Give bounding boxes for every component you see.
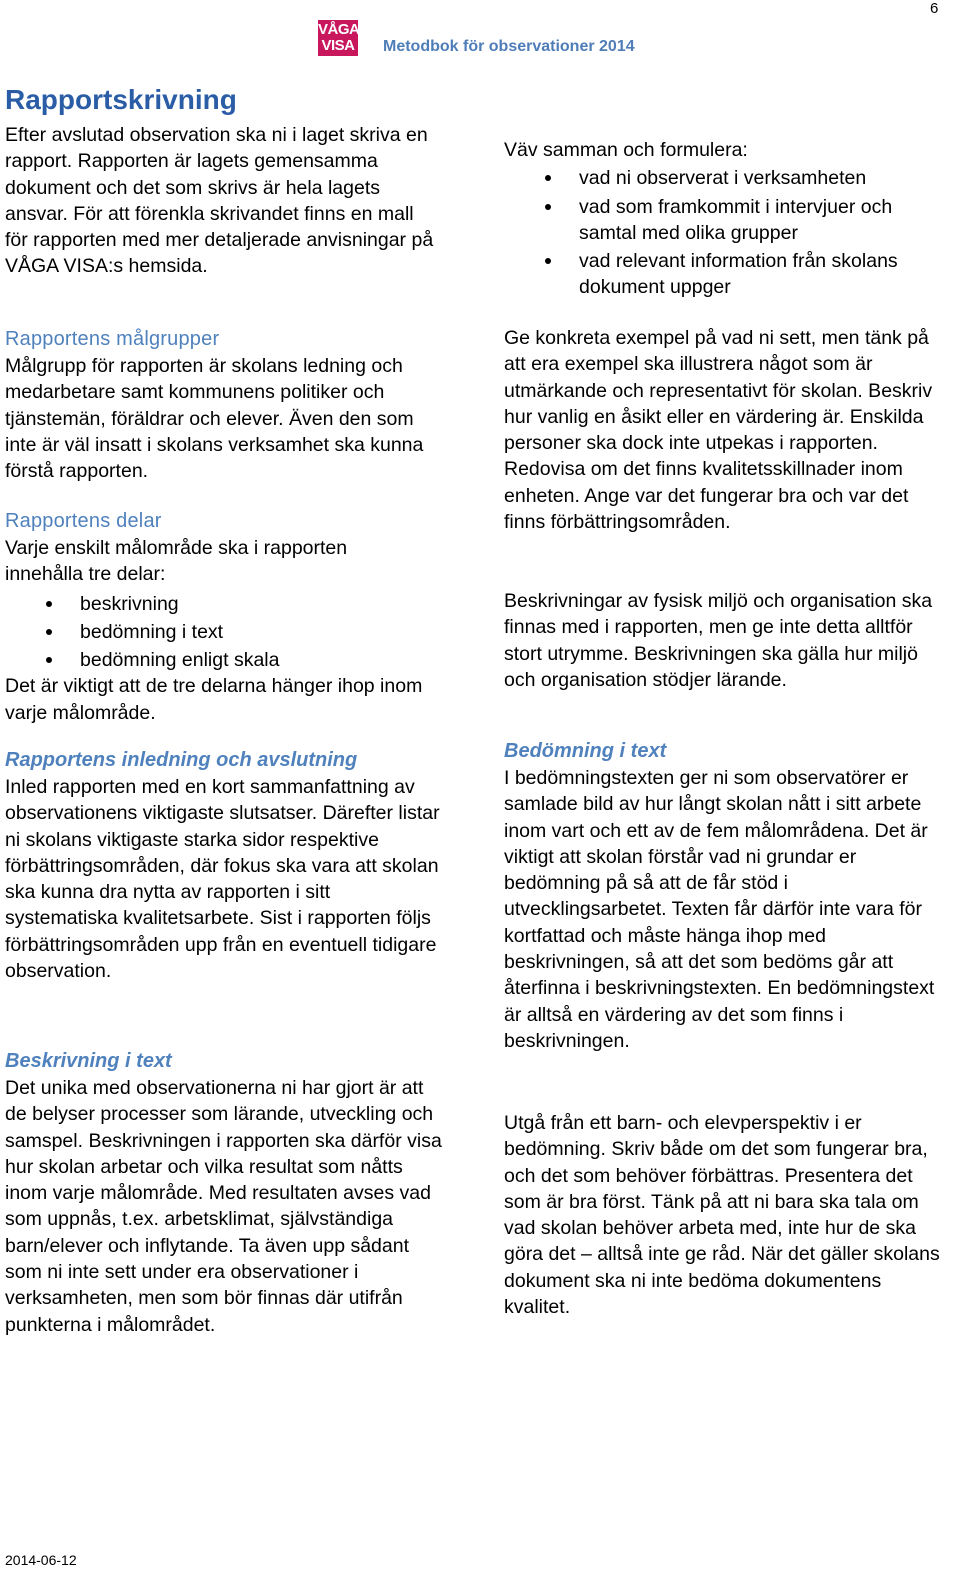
paragraph-beskrivning: Det unika med observationerna ni har gjort är att de belyser processer som lärande, utveckling och samspel. Beskrivningen i rapporten ska därför visa hur skolan arbetar och vilka resultat som nåtts inom varje målområde. Med resultaten avses vad som uppnås, t.ex. arbetsklimat, självständiga barn/elever och inflytande. Ta även upp sådant som ni inte sett under era observationer i verksamheten, men som bör finnas där utifrån punkterna i målområdet. <box>5 1077 442 1336</box>
list-item: vad som framkommit i intervjuer och samtal med olika grupper <box>504 194 909 247</box>
paragraph-delar-intro: Varje enskilt målområde ska i rapporten innehålla tre delar: <box>5 537 348 586</box>
page-title: Rapportskrivning <box>5 84 237 115</box>
paragraph-exempel: Ge konkreta exempel på vad ni sett, men tänk på att era exempel ska illustrera något som är utmärkande och representativt för skolan. Beskriv hur vanlig en åsikt eller en värdering är. Enskilda personer ska dock inte utpekas i rapporten. Redovisa om det finns kvalitetsskillnader inom enheten. Ange var det fungerar bra och var det finns förbättringsområden. <box>504 327 933 534</box>
paragraph-bedomning-2: Utgå från ett barn- och elevperspektiv i er bedömning. Skriv både om det som fungerar bra, och det som behöver förbättras. Presentera det som är bra först. Tänk på att ni bara ska tala om vad skolan behöver arbeta med, inte hur de ska göra det – alltså inte ge råd. När det gäller skolans dokument ska ni inte bedöma dokumentens kvalitet. <box>504 1112 940 1319</box>
paragraph-vav-intro: Väv samman och formulera: <box>504 139 748 161</box>
heading-malgrupper: Rapportens målgrupper <box>5 328 220 350</box>
paragraph-miljo: Beskrivningar av fysisk miljö och organisation ska finnas med i rapporten, men ge inte detta alltför stort utrymme. Beskrivningen ska gälla hur miljö och organisation stödjer lärande. <box>504 590 933 691</box>
intro-paragraph: Efter avslutad observation ska ni i laget skriva en rapport. Rapporten är lagets gemensamma dokument och det som skrivs är hela lagets ansvar. För att förenkla skrivandet finns en mall för rapporten med mer detaljerade anvisningar på VÅGA VISA:s hemsida. <box>5 124 434 278</box>
heading-beskrivning: Beskrivning i text <box>5 1050 172 1072</box>
list-item: vad ni observerat i verksamheten <box>504 165 944 191</box>
section-delar <box>5 508 445 726</box>
section-exempel <box>504 325 944 535</box>
list-delar <box>5 591 445 674</box>
section-bedomning <box>504 738 944 1054</box>
heading-bedomning: Bedömning i text <box>504 740 667 762</box>
footer-date: 2014-06-12 <box>5 1552 77 1568</box>
paragraph-malgrupper: Målgrupp för rapporten är skolans ledning och medarbetare samt kommunens politiker och tjänstemän, föräldrar och elever. Även den som inte är väl insatt i skolans verksamhet ska kunna förstå rapporten. <box>5 355 424 483</box>
section-miljo <box>504 588 944 693</box>
list-item: bedömning enligt skala <box>5 647 445 673</box>
section-beskrivning <box>5 1048 445 1338</box>
header-title: Metodbok för observationer 2014 <box>383 38 635 55</box>
section-inledning <box>5 747 445 984</box>
section-malgrupper <box>5 326 445 484</box>
paragraph-inledning: Inled rapporten med en kort sammanfattning av observationens viktigaste slutsatser. Därefter listar ni skolans viktigaste starka sidor respektive förbättringsområden, där fokus ska vara att skolan ska kunna dra nytta av rapporten i sitt systematiska kvalitetsarbete. Sist i rapporten följs förbättringsområden upp från en eventuell tidigare observation. <box>5 776 440 983</box>
section-vav <box>504 137 944 301</box>
heading-inledning: Rapportens inledning och avslutning <box>5 749 358 771</box>
heading-delar: Rapportens delar <box>5 510 162 532</box>
logo-text-line2: VISA <box>321 37 355 54</box>
paragraph-bedomning: I bedömningstexten ger ni som observatörer er samlade bild av hur långt skolan nått i sitt arbete inom vart och ett av de fem målområdena. Det är viktigt att skolan förstår vad ni grundar er bedömning på så att de får stöd i utvecklingsarbetet. Texten får därför inte vara för kortfattad och måste hänga ihop med beskrivningen, så att det som bedöms går att återfinna i beskrivningstexten. En bedömningstext är alltså en värdering av det som finns i beskrivningen. <box>504 767 935 1052</box>
list-item: beskrivning <box>5 591 445 617</box>
logo-text-line1: VÅGA <box>318 21 360 38</box>
page-number: 6 <box>930 0 939 17</box>
list-item: vad relevant information från skolans dokument uppger <box>504 248 919 301</box>
list-item: bedömning i text <box>5 619 445 645</box>
left-column <box>5 122 445 280</box>
list-vav <box>504 165 944 300</box>
vaga-visa-logo <box>318 20 358 56</box>
section-bedomning-2 <box>504 1110 944 1320</box>
paragraph-delar-outro: Det är viktigt att de tre delarna hänger ihop inom varje målområde. <box>5 675 423 724</box>
